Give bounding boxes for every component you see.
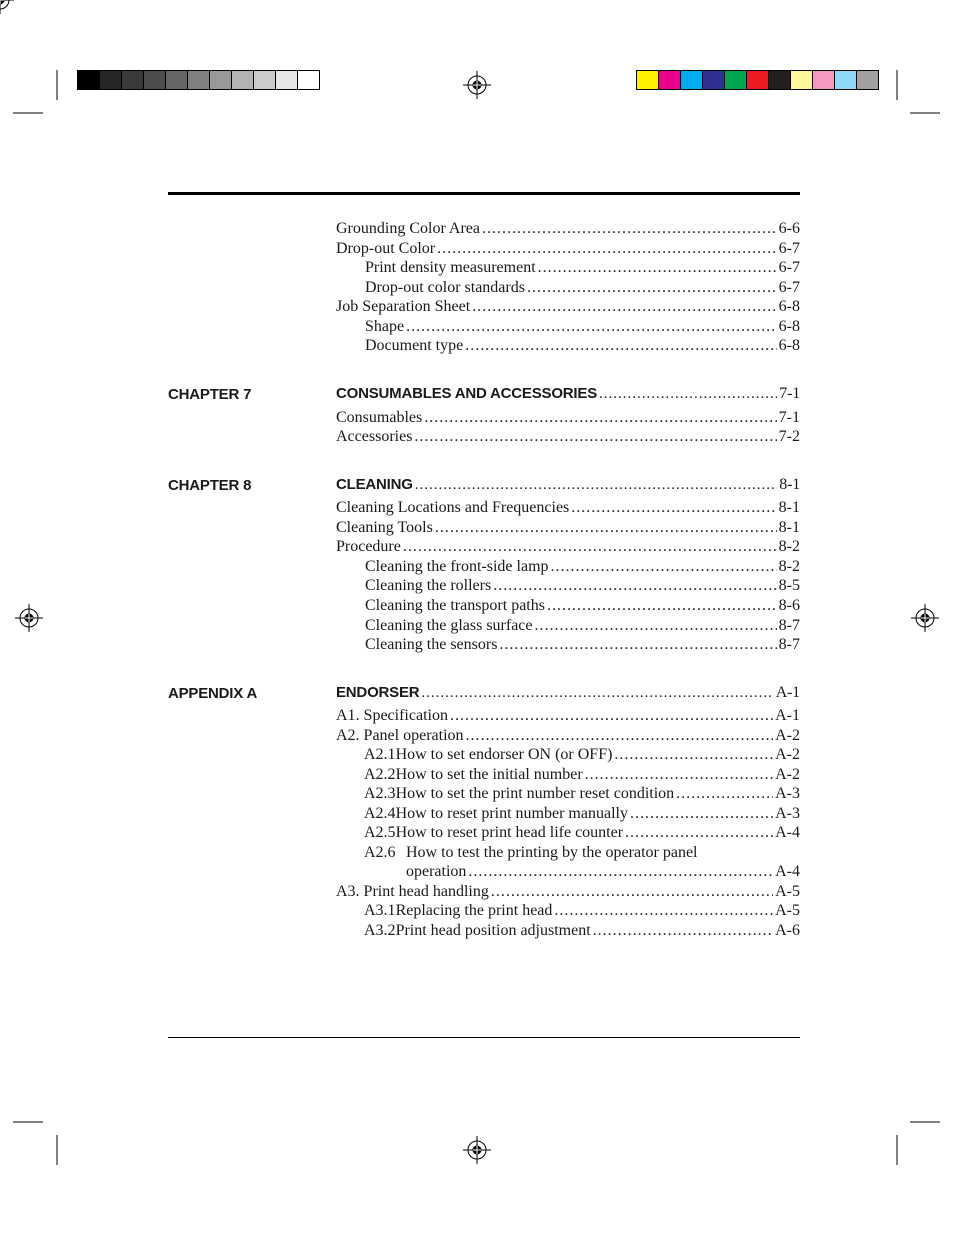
color-swatch [231, 70, 254, 90]
toc-subentry: A2.4 How to reset print number manually ..... A-3 [364, 805, 800, 823]
chapter-label: CHAPTER 8 [168, 477, 252, 494]
toc-subentry: Print density measurement ..... 6-7 [365, 259, 800, 277]
toc-entry: A1. Specification ..... A-1 [336, 707, 800, 725]
color-swatch [253, 70, 276, 90]
top-rule [168, 192, 800, 195]
color-swatch [790, 70, 813, 90]
color-swatch [812, 70, 835, 90]
toc-entry: Procedure ..... 8-2 [336, 538, 800, 556]
toc-subentry: A2.5 How to reset print head life counter ..... A-4 [364, 824, 800, 842]
toc-subentry: Cleaning the rollers ..... 8-5 [365, 577, 800, 595]
toc-entry: Cleaning Tools ..... 8-1 [336, 519, 800, 537]
toc-entry: A2. Panel operation ..... A-2 [336, 727, 800, 745]
toc-subentry: A2.1 How to set endorser ON (or OFF) ..... A-2 [364, 746, 800, 764]
color-swatch [636, 70, 659, 90]
color-swatch [77, 70, 100, 90]
bottom-rule [168, 1037, 800, 1038]
color-swatch [834, 70, 857, 90]
color-swatch [856, 70, 879, 90]
toc-subentry: Shape ..... 6-8 [365, 318, 800, 336]
toc-entry: A3. Print head handling ..... A-5 [336, 883, 800, 901]
toc-subentry: A2.3 How to set the print number reset condition ..... A-3 [364, 785, 800, 803]
toc-subentry: A3.2 Print head position adjustment ..... A-6 [364, 922, 800, 940]
registration-target-top [463, 71, 491, 99]
chapter-heading: CONSUMABLES AND ACCESSORIES ..... 7-1 [336, 385, 800, 403]
color-swatch [143, 70, 166, 90]
color-swatch [680, 70, 703, 90]
registration-target-bottom [463, 1136, 491, 1164]
color-swatch [724, 70, 747, 90]
color-swatch [275, 70, 298, 90]
registration-target-right [911, 604, 939, 632]
toc-entry: Cleaning Locations and Frequencies ..... 8-1 [336, 499, 800, 517]
toc-entry: Consumables ..... 7-1 [336, 409, 800, 427]
registration-target-left [15, 604, 43, 632]
toc-entry: Grounding Color Area ..... 6-6 [336, 220, 800, 238]
toc-subentry: Document type ..... 6-8 [365, 337, 800, 355]
toc-subentry-line1: A2.6 How to test the printing by the operator panel [364, 844, 698, 861]
color-swatch [297, 70, 320, 90]
chapter-label: CHAPTER 7 [168, 386, 252, 403]
color-swatch [187, 70, 210, 90]
toc-entry: Accessories ..... 7-2 [336, 428, 800, 446]
color-swatch [702, 70, 725, 90]
toc-subentry: Drop-out color standards ..... 6-7 [365, 279, 800, 297]
toc-subentry: Cleaning the transport paths ..... 8-6 [365, 597, 800, 615]
toc-subentry: Cleaning the glass surface ..... 8-7 [365, 617, 800, 635]
toc-subentry-line2: operation ..... A-4 [406, 863, 800, 881]
color-swatch [165, 70, 188, 90]
toc-entry: Drop-out Color ..... 6-7 [336, 240, 800, 258]
toc-subentry: Cleaning the sensors ..... 8-7 [365, 636, 800, 654]
color-swatch [658, 70, 681, 90]
color-swatch [746, 70, 769, 90]
toc-subentry: A2.2 How to set the initial number ..... A-2 [364, 766, 800, 784]
color-swatch [121, 70, 144, 90]
toc-subentry: A3.1 Replacing the print head ..... A-5 [364, 902, 800, 920]
chapter-heading: CLEANING ..... 8-1 [336, 476, 800, 494]
color-swatch [99, 70, 122, 90]
color-swatch [768, 70, 791, 90]
color-swatch [209, 70, 232, 90]
chapter-label: APPENDIX A [168, 685, 258, 702]
toc-subentry: Cleaning the front-side lamp ..... 8-2 [365, 558, 800, 576]
chapter-heading: ENDORSER ..... A-1 [336, 684, 800, 702]
toc-entry: Job Separation Sheet ..... 6-8 [336, 298, 800, 316]
